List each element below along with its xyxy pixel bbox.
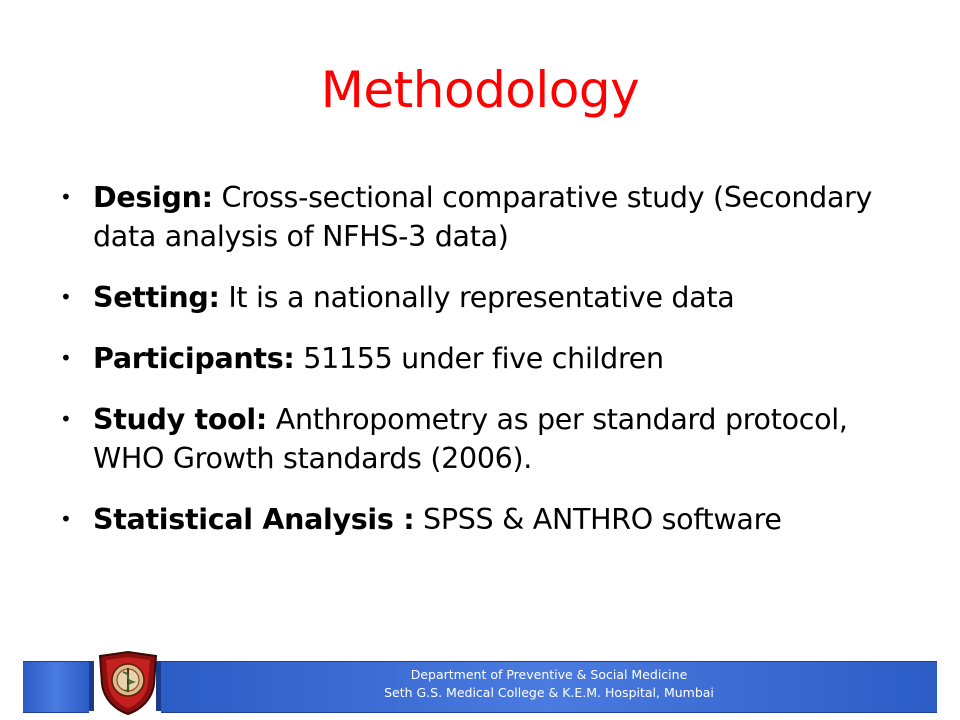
bullet-text: 51155 under five children bbox=[294, 342, 664, 375]
bullet-label: Design: bbox=[93, 181, 213, 214]
bullet-text: SPSS & ANTHRO software bbox=[414, 503, 782, 536]
bullet-item-design bbox=[60, 178, 880, 256]
bullet-label: Participants: bbox=[93, 342, 295, 375]
slide-title: Methodology bbox=[320, 61, 640, 119]
bullet-dot-icon: • bbox=[60, 185, 72, 209]
bullet-item-study-tool bbox=[60, 400, 880, 478]
bullet-text: Anthropometry as per standard protocol, WHO Growth standards (2006). bbox=[93, 403, 848, 475]
bullet-list bbox=[60, 178, 880, 561]
footer-text bbox=[161, 666, 937, 702]
bullet-label: Study tool: bbox=[93, 403, 267, 436]
bullet-item-setting bbox=[60, 278, 880, 317]
bullet-item-participants bbox=[60, 339, 880, 378]
bullet-dot-icon: • bbox=[60, 346, 72, 370]
bullet-dot-icon: • bbox=[60, 407, 72, 431]
bullet-text: Cross-sectional comparative study (Secondary data analysis of NFHS-3 data) bbox=[93, 181, 873, 253]
footer-left-block bbox=[23, 661, 89, 713]
crest-emblem-icon bbox=[96, 650, 160, 716]
footer-department: Department of Preventive & Social Medicine bbox=[410, 667, 688, 682]
bullet-label: Setting: bbox=[93, 281, 220, 314]
bullet-dot-icon: • bbox=[60, 507, 72, 531]
bullet-label: Statistical Analysis : bbox=[93, 503, 415, 536]
bullet-text: It is a nationally representative data bbox=[219, 281, 735, 314]
footer-divider bbox=[89, 661, 94, 711]
bullet-dot-icon: • bbox=[60, 285, 72, 309]
footer-institution: Seth G.S. Medical College & K.E.M. Hospital, Mumbai bbox=[384, 685, 714, 700]
footer-bar bbox=[23, 661, 937, 711]
bullet-item-statistical-analysis bbox=[60, 500, 880, 539]
